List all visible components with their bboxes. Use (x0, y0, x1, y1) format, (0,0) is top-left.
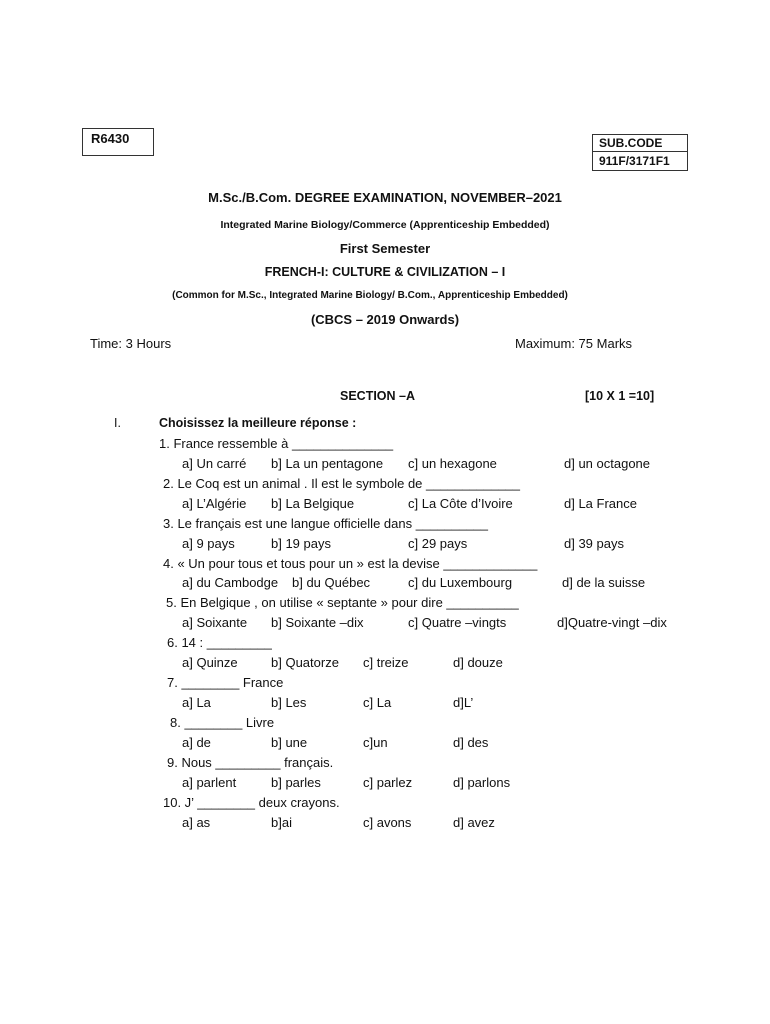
question-3: 3. Le français est une langue officielle dans __________ (163, 516, 489, 531)
semester: First Semester (339, 241, 431, 256)
option-3c: c] 29 pays (408, 536, 468, 551)
roll-code: R6430 (91, 131, 130, 146)
option-2a: a] L’Algérie (182, 496, 247, 511)
question-9: 9. Nous _________ français. (167, 755, 334, 770)
time-label: Time: 3 Hours (90, 336, 172, 351)
option-2b: b] La Belgique (271, 496, 355, 511)
option-4d: d] de la suisse (562, 575, 646, 590)
sub-code-label: SUB.CODE (592, 134, 688, 152)
question-10: 10. J’ ________ deux crayons. (163, 795, 340, 810)
question-5: 5. En Belgique , on utilise « septante » pour dire __________ (166, 595, 519, 610)
option-9d: d] parlons (453, 775, 511, 790)
course-title: FRENCH-I: CULTURE & CIVILIZATION – I (264, 265, 506, 279)
question-7: 7. ________ France (167, 675, 284, 690)
option-7b: b] Les (271, 695, 307, 710)
option-10d: d] avez (453, 815, 495, 830)
option-5c: c] Quatre –vingts (408, 615, 507, 630)
option-8d: d] des (453, 735, 489, 750)
option-3d: d] 39 pays (564, 536, 624, 551)
option-1b: b] La un pentagone (271, 456, 384, 471)
program-line: Integrated Marine Biology/Commerce (Apprenticeship Embedded) (220, 219, 550, 231)
option-4b: b] du Québec (292, 575, 371, 590)
option-5d: d]Quatre-vingt –dix (557, 615, 667, 630)
section-title: SECTION –A (340, 389, 416, 403)
scheme-line: (CBCS – 2019 Onwards) (310, 312, 460, 327)
option-4a: a] du Cambodge (182, 575, 279, 590)
option-4c: c] du Luxembourg (408, 575, 513, 590)
question-4: 4. « Un pour tous et tous pour un » est la devise _____________ (163, 556, 538, 571)
option-9a: a] parlent (182, 775, 237, 790)
option-10b: b]ai (271, 815, 292, 830)
question-6: 6. 14 : _________ (167, 635, 272, 650)
option-2d: d] La France (564, 496, 637, 511)
option-1c: c] un hexagone (408, 456, 497, 471)
max-marks-label: Maximum: 75 Marks (515, 336, 633, 351)
sub-code-box (592, 134, 688, 171)
option-9c: c] parlez (363, 775, 413, 790)
option-6c: c] treize (363, 655, 409, 670)
option-7c: c] La (363, 695, 392, 710)
option-8a: a] de (182, 735, 211, 750)
option-7d: d]L’ (453, 695, 474, 710)
part-number: I. (114, 416, 121, 430)
roll-code-box (82, 128, 154, 156)
section-marks: [10 X 1 =10] (585, 389, 655, 403)
option-9b: b] parles (271, 775, 321, 790)
sub-code-value: 911F/3171F1 (592, 152, 688, 171)
option-2c: c] La Côte d’Ivoire (408, 496, 513, 511)
option-1a: a] Un carré (182, 456, 247, 471)
option-10a: a] as (182, 815, 211, 830)
option-10c: c] avons (363, 815, 412, 830)
option-3b: b] 19 pays (271, 536, 331, 551)
common-line: (Common for M.Sc., Integrated Marine Biology/ B.Com., Apprenticeship Embedded) (172, 290, 568, 301)
part-instruction: Choisissez la meilleure réponse : (159, 416, 357, 430)
question-8: 8. ________ Livre (170, 715, 275, 730)
option-6d: d] douze (453, 655, 503, 670)
option-1d: d] un octagone (564, 456, 651, 471)
option-5b: b] Soixante –dix (271, 615, 364, 630)
option-6b: b] Quatorze (271, 655, 339, 670)
exam-title: M.Sc./B.Com. DEGREE EXAMINATION, NOVEMBER–2021 (208, 190, 562, 205)
option-7a: a] La (182, 695, 211, 710)
option-6a: a] Quinze (182, 655, 238, 670)
question-2: 2. Le Coq est un animal . Il est le symbole de _____________ (163, 476, 521, 491)
option-8b: b] une (271, 735, 308, 750)
question-1: 1. France ressemble à ______________ (159, 436, 394, 451)
option-5a: a] Soixante (182, 615, 248, 630)
option-3a: a] 9 pays (182, 536, 235, 551)
option-8c: c]un (363, 735, 388, 750)
